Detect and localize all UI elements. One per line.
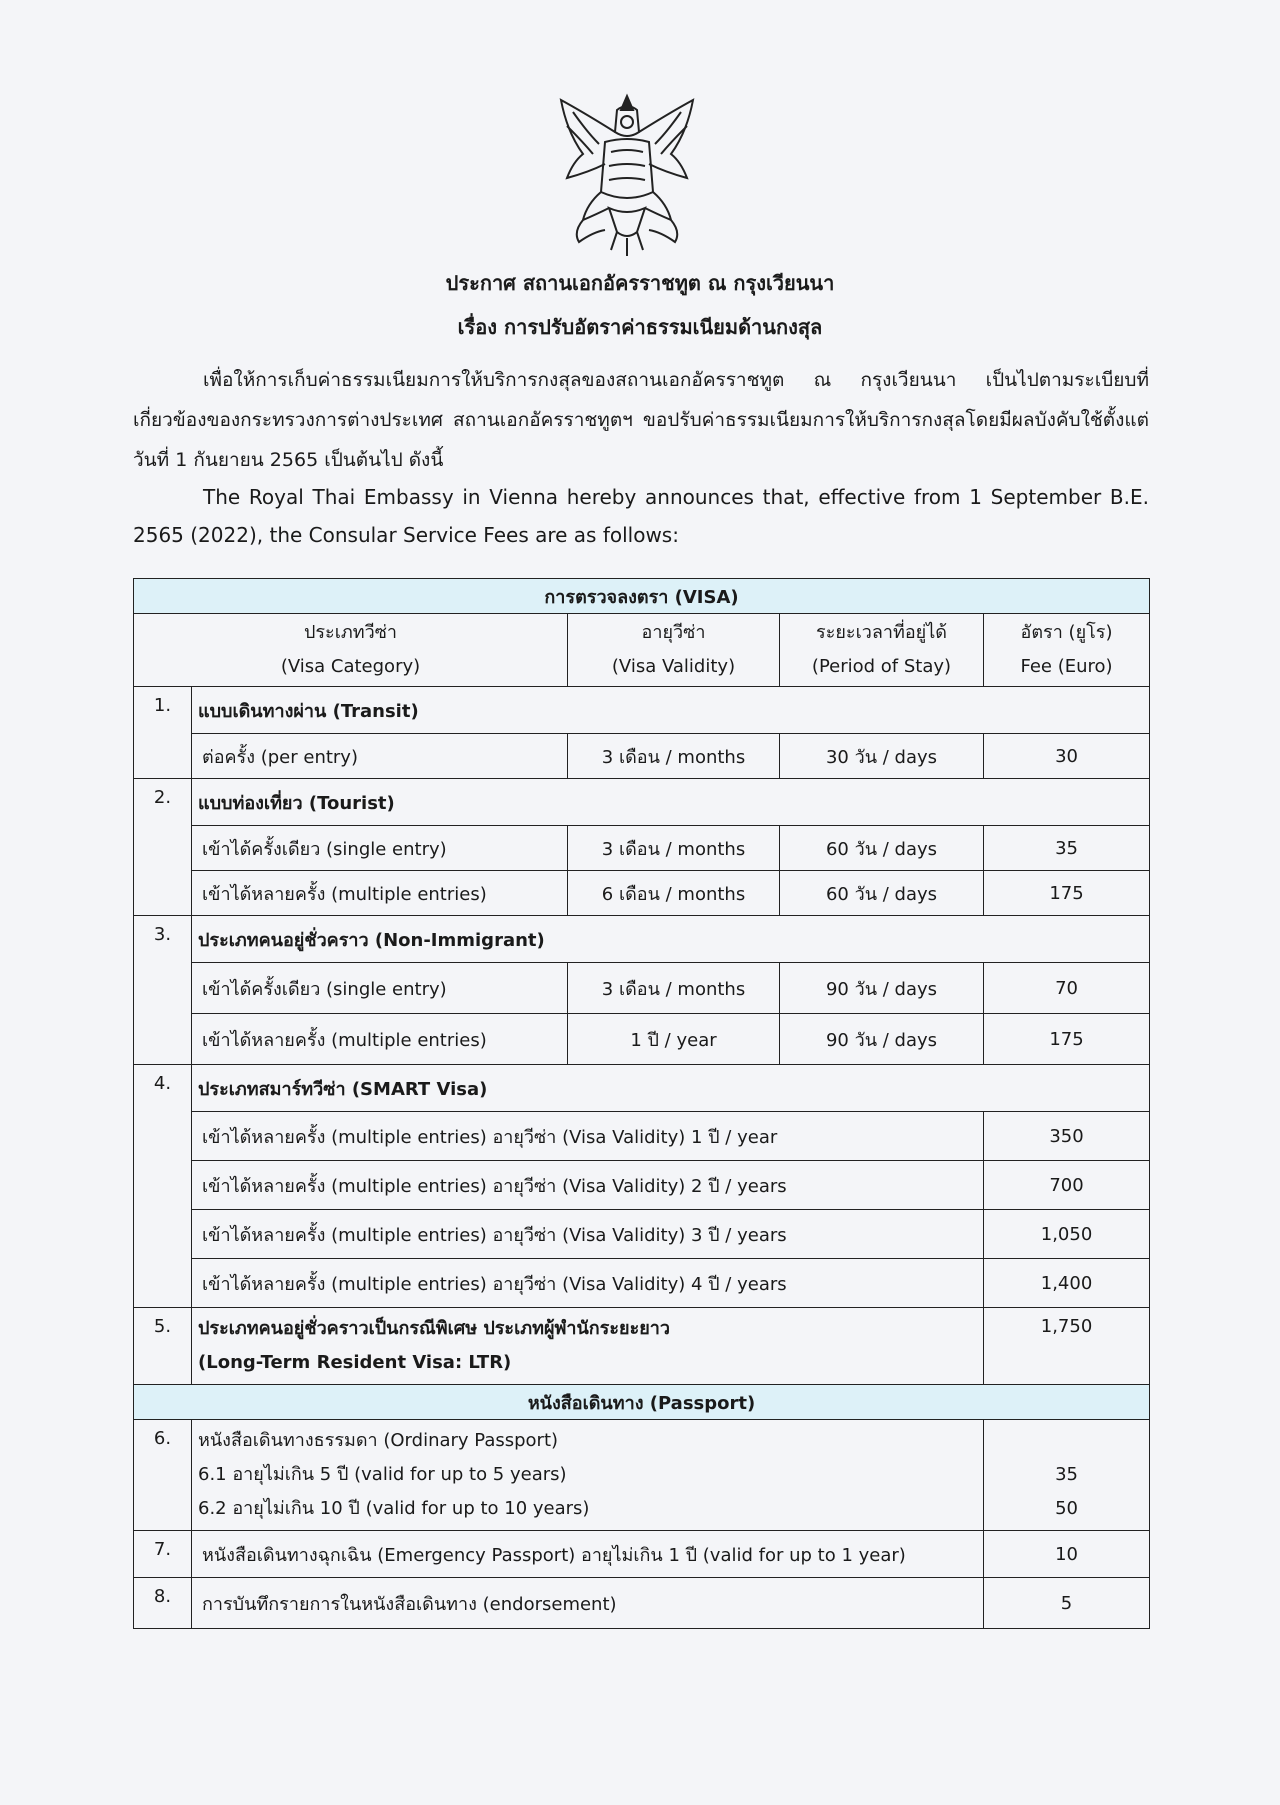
table-row [134,1420,1150,1531]
intro-english: The Royal Thai Embassy in Vienna hereby announces that, effective from 1 September B.E. 2565 (2022), the Consular Service Fees are as follows: [133,485,1149,547]
passport-emergency: หนังสือเดินทางฉุกเฉิน (Emergency Passport) อายุไม่เกิน 1 ปี (valid for up to 1 year) [192,1531,984,1578]
header-validity: อายุวีซ่า (Visa Validity) [568,614,780,687]
item-validity: 1 ปี / year [568,1014,780,1065]
fee-table [133,578,1150,1629]
passport-endorsement: การบันทึกรายการในหนังสือเดินทาง (endorsement) [192,1578,984,1629]
item-fee: 70 [984,963,1150,1014]
item-label: เข้าได้หลายครั้ง (multiple entries) อายุวีซ่า (Visa Validity) 1 ปี / year [192,1112,984,1161]
header-stay: ระยะเวลาที่อยู่ได้ (Period of Stay) [780,614,984,687]
item-label: เข้าได้หลายครั้ง (multiple entries) [192,871,568,916]
table-row [134,1065,1150,1112]
table-row [134,916,1150,963]
table-row [134,871,1150,916]
table-row [134,1308,1150,1385]
item-label: เข้าได้ครั้งเดียว (single entry) [192,963,568,1014]
table-row [134,1531,1150,1578]
row-number: 4. [134,1065,192,1308]
item-stay: 30 วัน / days [780,734,984,779]
announcement-title: ประกาศ สถานเอกอัครราชทูต ณ กรุงเวียนนา [445,271,835,295]
item-label: ต่อครั้ง (per entry) [192,734,568,779]
table-row [134,826,1150,871]
table-header-row [134,614,1150,687]
item-validity: 3 เดือน / months [568,826,780,871]
item-label: เข้าได้หลายครั้ง (multiple entries) อายุวีซ่า (Visa Validity) 2 ปี / years [192,1161,984,1210]
passport-ordinary: หนังสือเดินทางธรรมดา (Ordinary Passport) 6.1 อายุไม่เกิน 5 ปี (valid for up to 5 years) 6.2 อายุไม่เกิน 10 ปี (valid for up to 10 years) [192,1420,984,1531]
row-number: 3. [134,916,192,1065]
row-number: 2. [134,779,192,916]
item-label: เข้าได้ครั้งเดียว (single entry) [192,826,568,871]
item-stay: 90 วัน / days [780,963,984,1014]
item-stay: 60 วัน / days [780,826,984,871]
category-title: แบบท่องเที่ยว (Tourist) [192,779,1150,826]
table-row [134,779,1150,826]
visa-section-title: การตรวจลงตรา (VISA) [134,579,1150,614]
item-fee: 5 [984,1578,1150,1629]
intro-thai: เพื่อให้การเก็บค่าธรรมเนียมการให้บริการกงสุลของสถานเอกอัครราชทูต ณ กรุงเวียนนา เป็นไปตามระเบียบที่เกี่ยวข้องของกระทรวงการต่างประเทศ สถานเอกอัครราชทูตฯ ขอปรับค่าธรรมเนียมการให้บริการกงสุลโดยมีผลบังคับใช้ตั้งแต่วันที่ 1 กันยายน 2565 เป็นต้นไป ดังนี้ [133,369,1149,471]
row-number: 7. [134,1531,192,1578]
table-row [134,1578,1150,1629]
announcement-subject: เรื่อง การปรับอัตราค่าธรรมเนียมด้านกงสุล [457,315,823,339]
item-validity: 6 เดือน / months [568,871,780,916]
ltr-label: ประเภทคนอยู่ชั่วคราวเป็นกรณีพิเศษ ประเภทผู้พำนักระยะยาว (Long-Term Resident Visa: LTR) [192,1308,984,1385]
item-fee: 175 [984,1014,1150,1065]
category-title: แบบเดินทางผ่าน (Transit) [192,687,1150,734]
category-title: ประเภทสมาร์ทวีซ่า (SMART Visa) [192,1065,1150,1112]
header-category: ประเภทวีซ่า (Visa Category) [134,614,568,687]
table-row [134,687,1150,734]
item-fee: 350 [984,1112,1150,1161]
item-fee: 30 [984,734,1150,779]
table-row [134,734,1150,779]
row-number: 8. [134,1578,192,1629]
visa-section-row [134,579,1150,614]
item-label: เข้าได้หลายครั้ง (multiple entries) [192,1014,568,1065]
category-title: ประเภทคนอยู่ชั่วคราว (Non-Immigrant) [192,916,1150,963]
item-fee: 35 50 [984,1420,1150,1531]
item-label: เข้าได้หลายครั้ง (multiple entries) อายุวีซ่า (Visa Validity) 3 ปี / years [192,1210,984,1259]
item-fee: 1,400 [984,1259,1150,1308]
item-fee: 10 [984,1531,1150,1578]
item-validity: 3 เดือน / months [568,734,780,779]
garuda-emblem [553,92,701,258]
table-row [134,1259,1150,1308]
table-row [134,1014,1150,1065]
item-validity: 3 เดือน / months [568,963,780,1014]
row-number: 5. [134,1308,192,1385]
item-label: เข้าได้หลายครั้ง (multiple entries) อายุวีซ่า (Visa Validity) 4 ปี / years [192,1259,984,1308]
item-fee: 175 [984,871,1150,916]
passport-section-title: หนังสือเดินทาง (Passport) [134,1385,1150,1420]
item-fee: 1,750 [984,1308,1150,1385]
table-row [134,1210,1150,1259]
item-stay: 90 วัน / days [780,1014,984,1065]
item-fee: 700 [984,1161,1150,1210]
item-fee: 35 [984,826,1150,871]
table-row [134,963,1150,1014]
header-fee: อัตรา (ยูโร) Fee (Euro) [984,614,1150,687]
item-stay: 60 วัน / days [780,871,984,916]
row-number: 6. [134,1420,192,1531]
item-fee: 1,050 [984,1210,1150,1259]
table-row [134,1161,1150,1210]
row-number: 1. [134,687,192,779]
table-row [134,1112,1150,1161]
passport-section-row [134,1385,1150,1420]
